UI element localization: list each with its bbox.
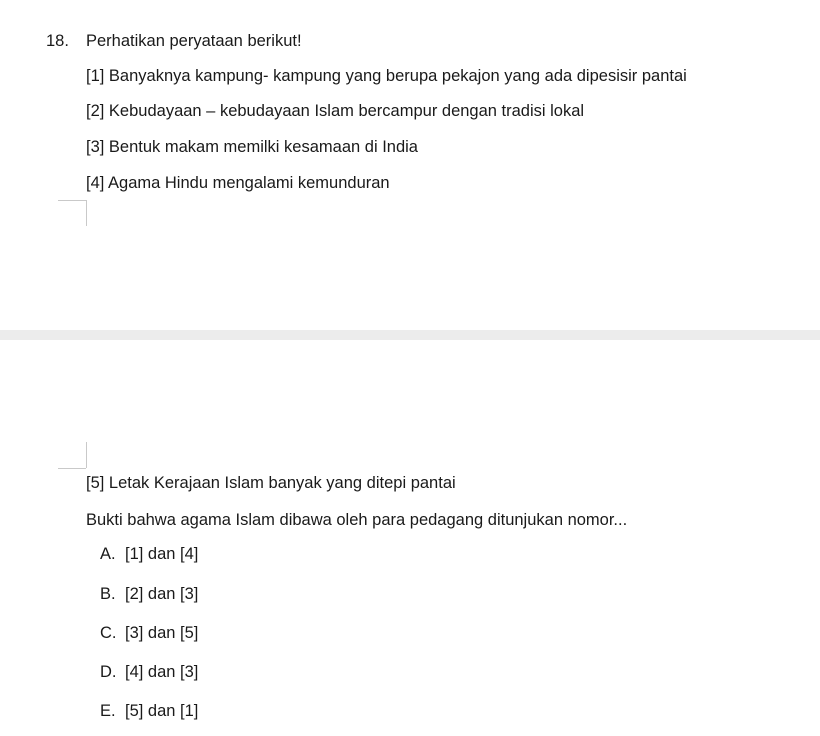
option-d-letter: D. xyxy=(100,663,117,681)
statement-2: [2] Kebudayaan – kebudayaan Islam bercampur dengan tradisi lokal xyxy=(86,102,585,120)
option-d-text: [4] dan [3] xyxy=(125,663,199,681)
page-break xyxy=(0,330,820,340)
statement-1: [1] Banyaknya kampung- kampung yang berupa pekajon yang ada dipesisir pantai xyxy=(86,67,687,85)
option-e-text: [5] dan [1] xyxy=(125,702,199,720)
crop-mark-top-horizontal xyxy=(58,200,86,201)
statement-4: [4] Agama Hindu mengalami kemunduran xyxy=(86,174,390,192)
option-a-text: [1] dan [4] xyxy=(125,545,199,563)
option-e-letter: E. xyxy=(100,702,116,720)
option-c-text: [3] dan [5] xyxy=(125,624,199,642)
page-bottom xyxy=(0,340,820,736)
option-a-letter: A. xyxy=(100,545,116,563)
option-b-letter: B. xyxy=(100,585,116,603)
crop-mark-bottom-vertical xyxy=(86,442,87,468)
option-c-letter: C. xyxy=(100,624,117,642)
question-number: 18. xyxy=(46,32,69,50)
option-b-text: [2] dan [3] xyxy=(125,585,199,603)
statement-5: [5] Letak Kerajaan Islam banyak yang ditepi pantai xyxy=(86,474,456,492)
crop-mark-bottom-horizontal xyxy=(58,468,86,469)
question-prompt: Bukti bahwa agama Islam dibawa oleh para pedagang ditunjukan nomor... xyxy=(86,511,628,529)
statement-3: [3] Bentuk makam memilki kesamaan di India xyxy=(86,138,418,156)
crop-mark-top-vertical xyxy=(86,200,87,226)
question-title: Perhatikan peryataan berikut! xyxy=(86,32,302,50)
